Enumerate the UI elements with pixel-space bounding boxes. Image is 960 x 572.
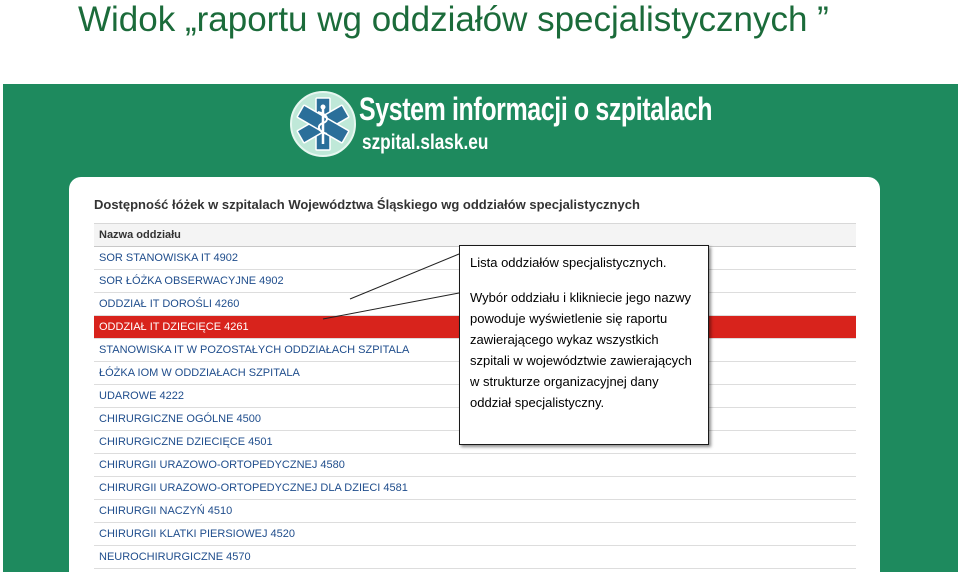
callout-box [459,245,709,445]
department-row[interactable]: CHIRURGII KLATKI PIERSIOWEJ 4520 [94,523,856,546]
department-row[interactable]: NEUROCHIRURGICZNE 4570 [94,546,856,569]
department-row[interactable]: CHIRURGII URAZOWO-ORTOPEDYCZNEJ DLA DZIECI 4581 [94,477,856,500]
app-url: szpital.slask.eu [362,131,489,154]
department-row-selected[interactable]: ODDZIAŁ IT DZIECIĘCE 4261 [94,316,856,339]
app-name: System informacji o szpitalach [359,91,713,127]
callout-title: Lista oddziałów specjalistycznych. [470,255,667,270]
department-row[interactable]: STANOWISKA IT W POZOSTAŁYCH ODDZIAŁACH SZPITALA [94,339,856,362]
department-row[interactable]: CHIRURGICZNE OGÓLNE 4500 [94,408,856,431]
department-row[interactable]: CHIRURGII NACZYŃ 4510 [94,500,856,523]
report-heading: Dostępność łóżek w szpitalach Województwa Śląskiego wg oddziałów specjalistycznych [94,197,640,212]
department-row[interactable]: UDAROWE 4222 [94,385,856,408]
department-row[interactable]: CHIRURGICZNE DZIECIĘCE 4501 [94,431,856,454]
department-row[interactable]: SOR ŁÓŻKA OBSERWACYJNE 4902 [94,270,856,293]
department-row[interactable]: CHIRURGII URAZOWO-ORTOPEDYCZNEJ 4580 [94,454,856,477]
slide-title: Widok „raportu wg oddziałów specjalistycznych ” [78,0,829,39]
department-row[interactable]: ŁÓŻKA IOM W ODDZIAŁACH SZPITALA [94,362,856,385]
department-row[interactable]: SOR STANOWISKA IT 4902 [94,247,856,270]
department-row[interactable]: ODDZIAŁ IT DOROŚLI 4260 [94,293,856,316]
callout-body: Wybór oddziału i klikniecie jego nazwy powoduje wyświetlenie się raportu zawierającego wykaz wszystkich szpitali w województwie zawierających w strukturze organizacyjnej dany oddział specjalistyczny. [470,290,692,410]
column-header-department-name: Nazwa oddziału [94,224,856,247]
star-of-life-icon [289,90,357,158]
